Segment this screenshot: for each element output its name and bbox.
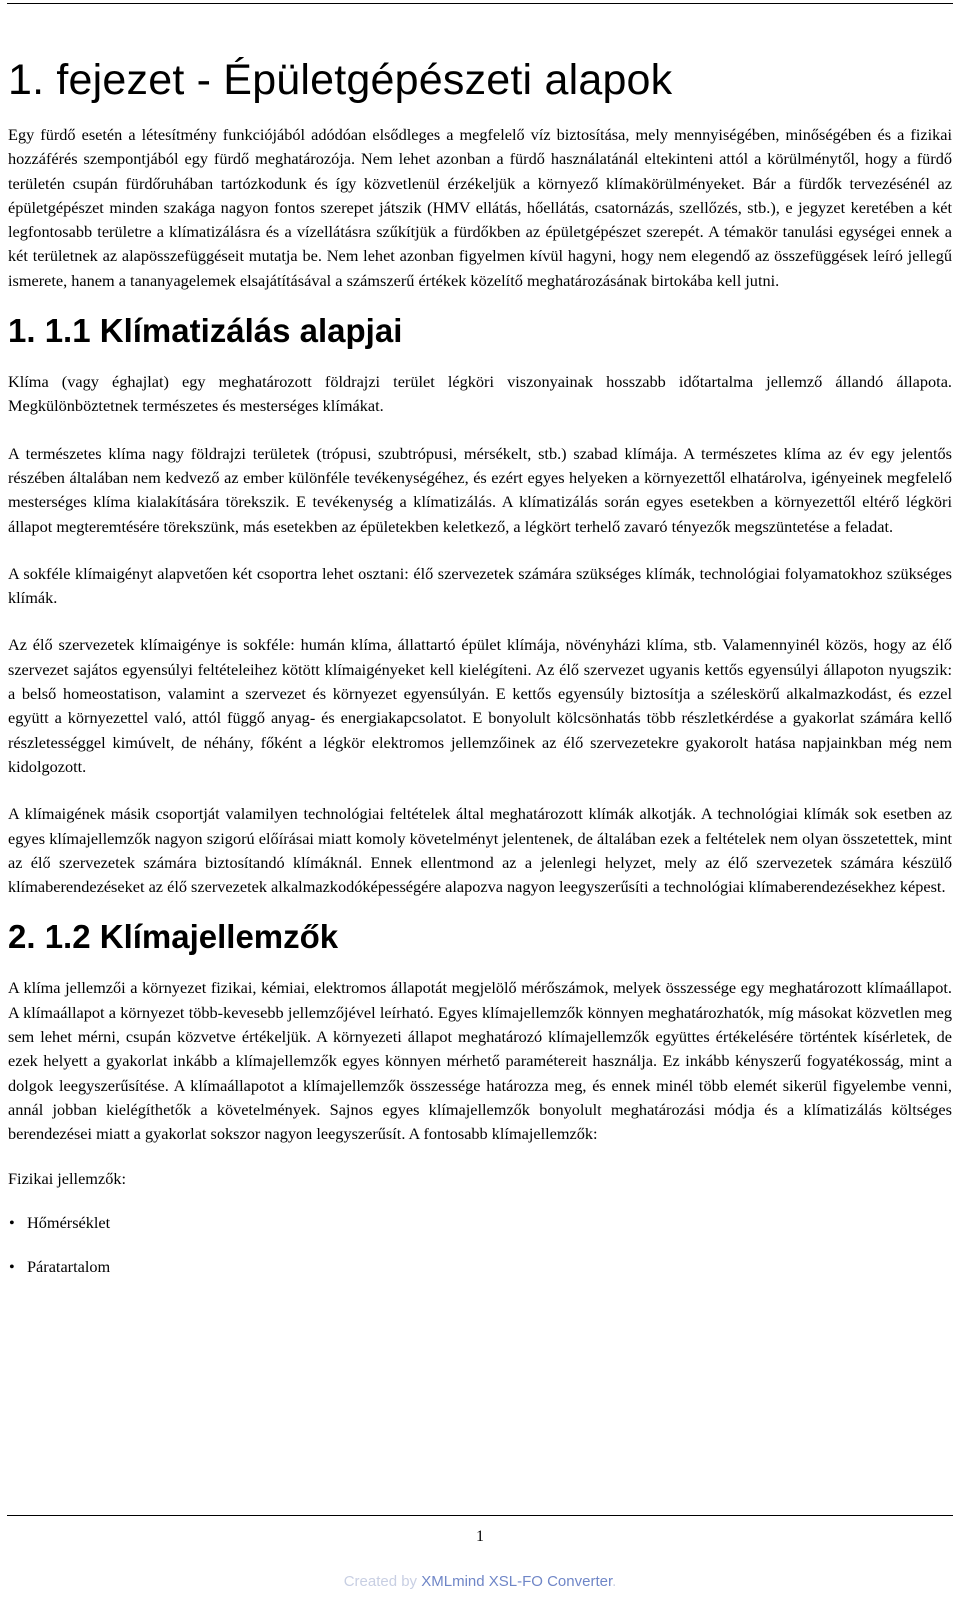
header-rule (7, 3, 953, 4)
section-heading-klimatizalas: 1. 1.1 Klímatizálás alapjai (8, 312, 403, 350)
bullet-icon: • (9, 1212, 15, 1232)
page-number: 1 (476, 1528, 484, 1545)
bullet-icon: • (9, 1256, 15, 1276)
converter-watermark (0, 1572, 960, 1592)
section1-paragraph: A sokféle klímaigényt alapvetően két csoportra lehet osztani: élő szervezetek számára szükséges klímák, technológiai folyamatokhoz szükséges klímák. (8, 563, 952, 608)
watermark-suffix: . (612, 1573, 617, 1590)
section2-paragraph: A klíma jellemzői a környezet fizikai, kémiai, elektromos állapotát megjelölő mérőszámok, melyek összessége egy meghatározott klímaállapot. A klímaállapot a környezet több-kevesebb jellemzőjével leírható. Egyes klímajellemzők könnyen meghatározhatók, míg másokat közvetlen meg sem lehet mérni, csupán közvetve értékeljük. A környezeti állapot meghatározó klímajellemzők együttes értékelésére történtek kísérletek, de ezek helyett a gyakorlat inkább a klímajellemzők egyes könnyen mérhető paramétereit használja. Ez inkább kényszerű fogyatékosság, mint a dolgok leegyszerűsítése. A klímaállapotot a klímajellemzők összessége határozza meg, és ennek minél több elemét sikerül figyelembe venni, annál jobban kielégíthetők a követelmények. Sajnos egyes klímajellemzők bonyolult meghatározási módja és a klímatizálás költséges berendezései miatt a gyakorlat sokszor nagyon leegyszerűsít. A fontosabb klímajellemzők: (8, 978, 952, 1144)
bullet-list (8, 1211, 952, 1279)
section1-paragraph: Klíma (vagy éghajlat) egy meghatározott földrajzi terület légköri viszonyainak hosszabb időtartalma jellemző állandó állapota. Megkülönböztetnek természetes és mesterséges klímákat. (8, 372, 952, 416)
chapter-title: 1. fejezet - Épületgépészeti alapok (8, 56, 673, 104)
section-heading-klimajellemzok: 2. 1.2 Klímajellemzők (8, 918, 339, 956)
footer-rule (7, 1515, 953, 1516)
section1-paragraph: Az élő szervezetek klímaigénye is sokféle: humán klíma, állattartó épület klímája, növényházi klíma, stb. Valamennyinél közös, hogy az élő szervezet sajátos egyensúlyi feltételeihez kötött klímaigényeket kell kielégíteni. Az élő szervezet ugyanis kettős egyensúlyi állapoton nyugszik: a belső homeostatison, valamint a szervezet és környezet egyensúlyán. E kettős egyensúly biztosítja a széleskörű alkalmazkodást, és ezzel együtt a környezettel való, attól függő anyag- és energiakapcsolatot. E bonyolult kölcsönhatás több részletkérdése a gyakorlat számára kellő részletességgel kimúvelt, de néhány, főként a légkör elektromos jellemzőinek az élő szervezetekre gyakorolt hatása napjainkban még nem kidolgozott. (8, 635, 952, 776)
watermark-prefix: Created by (343, 1573, 422, 1590)
section1-paragraph: A klímaigének másik csoportját valamilyen technológiai feltételek által meghatározott klímák alkotják. A technológiai klímák sok esetben az egyes klímajellemzők nagyon szigorú előírásai miatt komoly követelményt jelentenek, de általában ezek a feltételek nem olyan összetettek, mint az élő szervezetek számára biztosítandó klímáknál. Ennek ellentmond az a jelenlegi helyzet, mely az élő szervezetek számára készülő klímaberendezéseket az élő szervezetek alkalmazkodóképességére alapozva nagyon leegyszerűsíti a technológiai klímaberendezésekhez képest. (8, 804, 952, 897)
list-item (8, 1255, 952, 1279)
page-content (8, 52, 952, 1299)
list-item (8, 1211, 952, 1235)
chapter-intro-paragraph: Egy fürdő esetén a létesítmény funkciójából adódóan elsődleges a megfelelő víz biztosítása, mely mennyiségében, minőségében és a fizikai hozzáférés szempontjából egy fürdő meghatározója. Nem lehet azonban a fürdő használatánál eltekinteni attól a körülménytől, hogy a fürdő területén csupán fürdőruhában tartózkodunk és így közvetlenül érzékeljük a környező klímakörülményeket. Bár a fürdők tervezésénél az épületgépészet minden szakága nagyon fontos szerepet játszik (HMV ellátás, hőellátás, csatornázás, szellőzés, stb.), e jegyzet keretében a két legfontosabb területre a klímatizálásra és a vízellátásra szűkítjük a fürdőkben az épületgépészet szerepét. A témakör tanulási egységei ennek a két területnek az alapösszefüggéseit mutatja be. Nem lehet azonban figyelmen kívül hagyni, hogy nem elegendő az összefüggések leíró jellegű ismerete, hanem a tananyagelemek elsajátításával a számszerű értékek közelítő meghatározásának birtokába kell jutni. (8, 125, 952, 290)
list-label: Fizikai jellemzők: (8, 1168, 127, 1188)
list-item-label: Páratartalom (27, 1256, 111, 1276)
list-item-label: Hőmérséklet (27, 1212, 111, 1232)
section1-paragraph: A természetes klíma nagy földrajzi területek (trópusi, szubtrópusi, mérsékelt, stb.) szabad klímája. A természetes klíma az év egy jelentős részében általában nem kedvező az ember különféle tevékenységéhez, és ezért egyes helyeken a környezettől elhatárolva, igényeinek megfelelő mesterséges klíma kialakítására törekszik. E tevékenység a klímatizálás. A klímatizálás során egyes esetekben a környezettől eltérő légköri állapot megteremtésére törekszünk, más esetekben az épületekben keletkező, a légkört terhelő zavaró tényezők megszüntetése a feladat. (8, 443, 952, 536)
watermark-brand-link[interactable]: XMLmind XSL-FO Converter (421, 1573, 613, 1590)
